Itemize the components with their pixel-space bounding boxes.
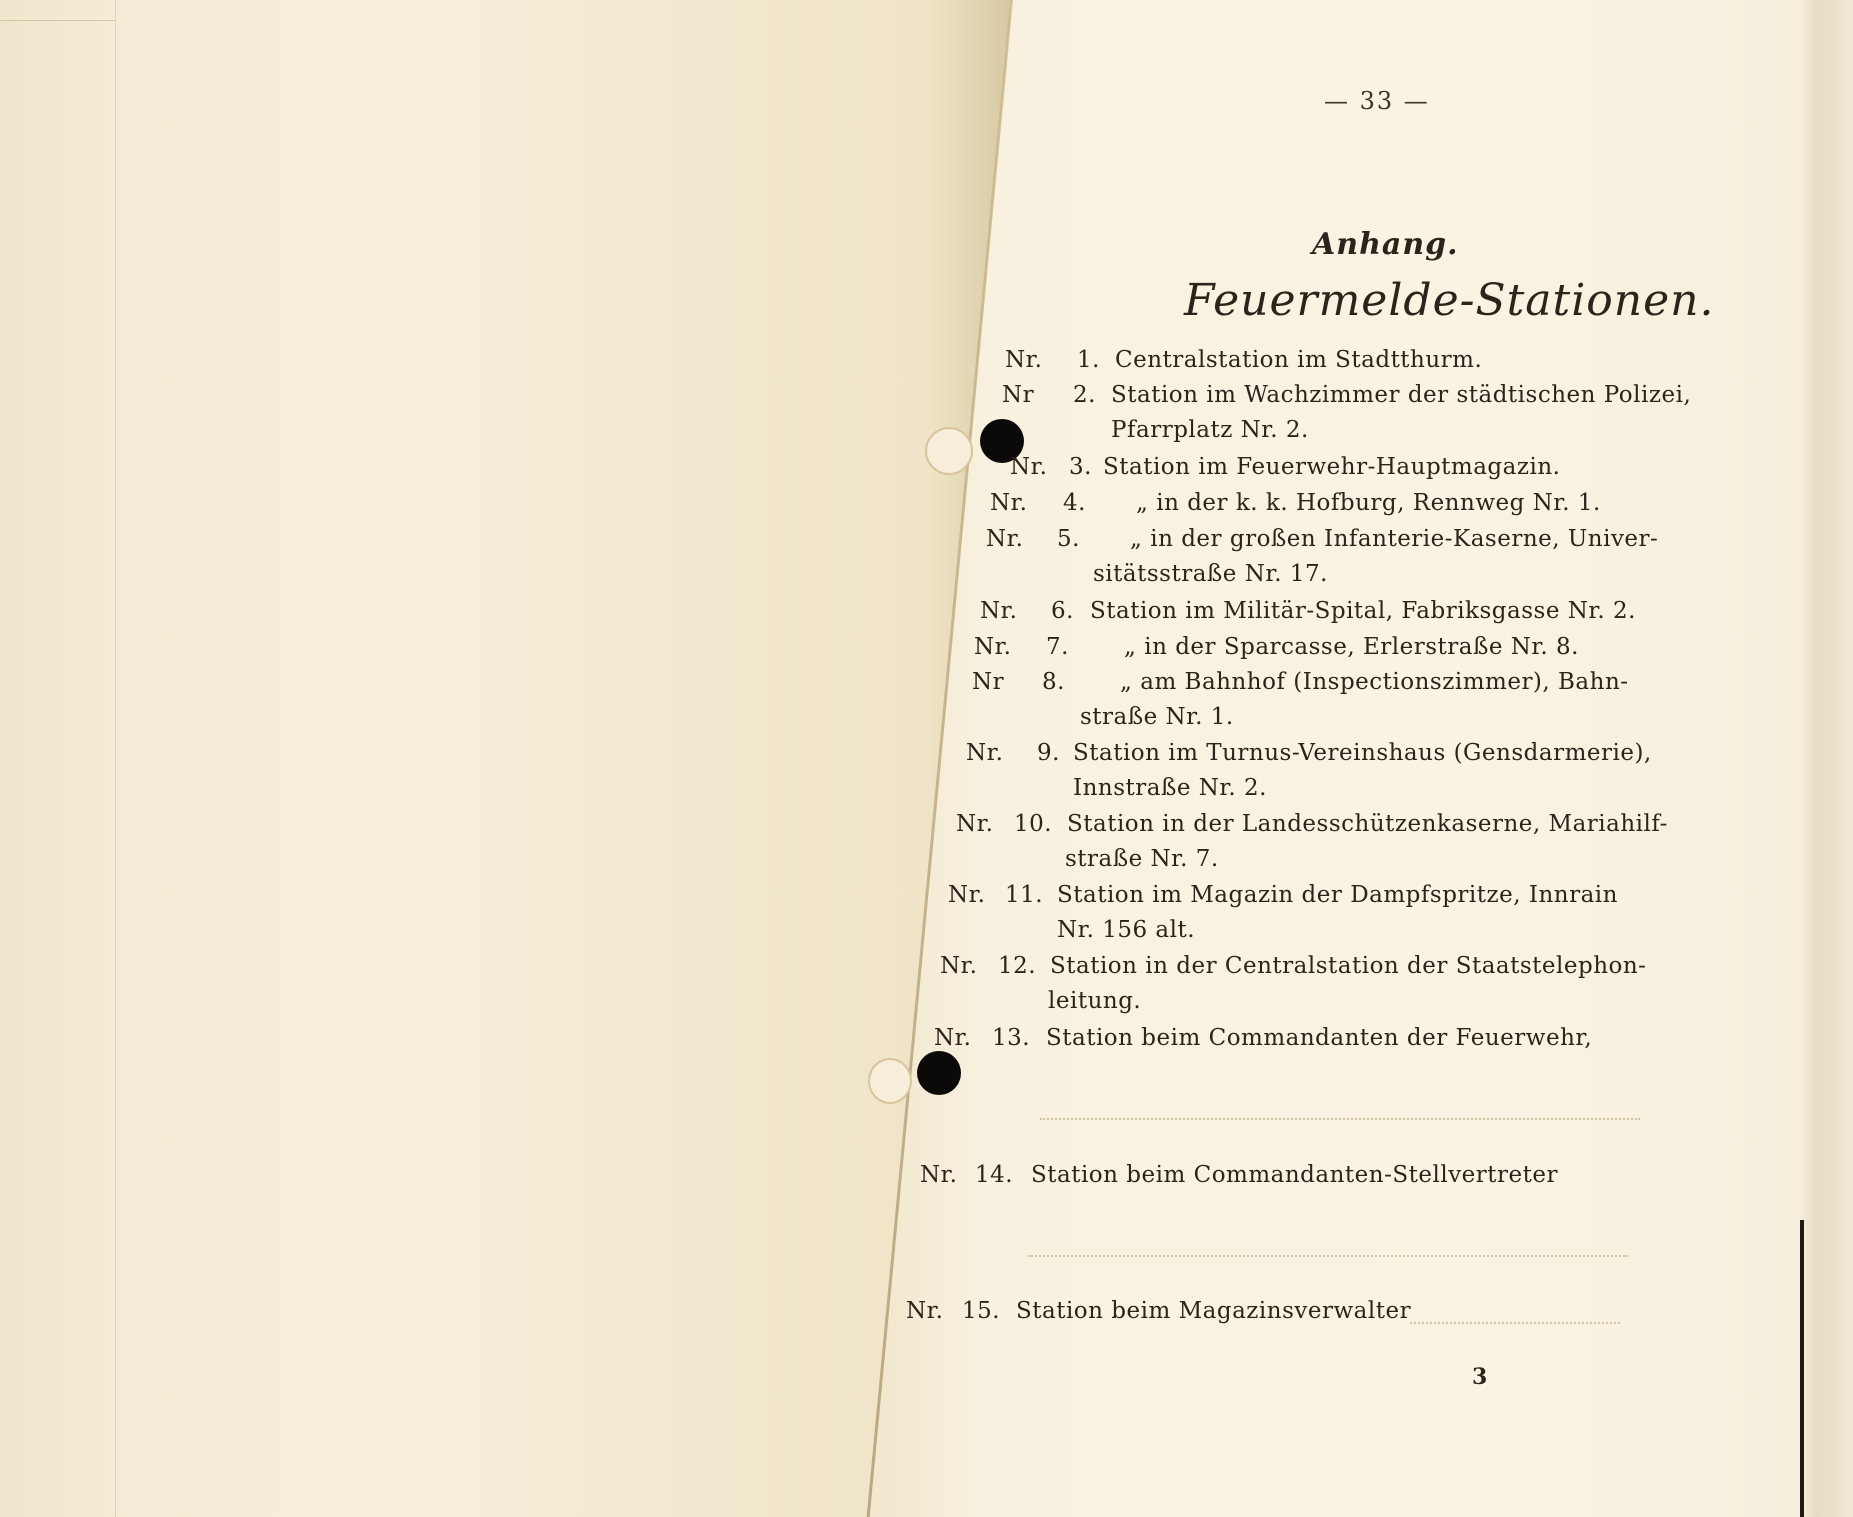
entry-text: „ in der großen Infanterie-Kaserne, Univer- bbox=[1130, 526, 1659, 552]
entry-nr: Nr bbox=[1002, 382, 1035, 408]
entry-text: Station im Turnus-Vereinshaus (Gensdarmerie), bbox=[1073, 740, 1652, 766]
entry-text: Station beim Commandanten der Feuerwehr, bbox=[1046, 1025, 1593, 1051]
entry-text-continued: leitung. bbox=[1048, 988, 1142, 1014]
entry-number: 1. bbox=[1077, 347, 1100, 373]
entry-nr: Nr bbox=[972, 669, 1005, 695]
signature-mark: 3 bbox=[1472, 1364, 1488, 1390]
entry-number: 4. bbox=[1063, 490, 1086, 516]
entry-text: Centralstation im Stadtthurm. bbox=[1115, 347, 1483, 373]
page-title: Feuermelde-Stationen. bbox=[1184, 275, 1715, 326]
entry-fill-line bbox=[1040, 1118, 1640, 1120]
entry-nr: Nr. bbox=[980, 598, 1018, 624]
entry-nr: Nr. bbox=[934, 1025, 972, 1051]
entry-text-continued: straße Nr. 7. bbox=[1065, 846, 1219, 872]
right-edge-dark-line bbox=[1800, 1220, 1804, 1517]
entry-text: Station im Militär-Spital, Fabriksgasse Nr. 2. bbox=[1090, 598, 1636, 624]
entry-number: 7. bbox=[1046, 634, 1069, 660]
entry-text: Station in der Centralstation der Staatstelephon- bbox=[1050, 953, 1647, 979]
entry-nr: Nr. bbox=[990, 490, 1028, 516]
entry-text-continued: Nr. 156 alt. bbox=[1057, 917, 1196, 943]
entry-number: 8. bbox=[1042, 669, 1065, 695]
entry-number: 13. bbox=[992, 1025, 1031, 1051]
entry-number: 15. bbox=[962, 1298, 1001, 1324]
entry-number: 3. bbox=[1069, 454, 1092, 480]
entry-nr: Nr. bbox=[1010, 454, 1048, 480]
entry-text: Station beim Commandanten-Stellvertreter bbox=[1031, 1162, 1558, 1188]
left-page-top-edge bbox=[0, 0, 115, 21]
entry-number: 5. bbox=[1057, 526, 1080, 552]
entry-number: 11. bbox=[1005, 882, 1044, 908]
entry-nr: Nr. bbox=[948, 882, 986, 908]
entry-fill-line bbox=[1028, 1255, 1628, 1257]
entry-text: Station im Feuerwehr-Hauptmagazin. bbox=[1103, 454, 1561, 480]
entry-text-continued: Pfarrplatz Nr. 2. bbox=[1111, 417, 1309, 443]
entry-text-continued: sitätsstraße Nr. 17. bbox=[1093, 561, 1328, 587]
entry-text: „ in der k. k. Hofburg, Rennweg Nr. 1. bbox=[1136, 490, 1601, 516]
entry-number: 12. bbox=[998, 953, 1037, 979]
entry-number: 10. bbox=[1014, 811, 1053, 837]
page-number: — 33 — bbox=[1324, 87, 1430, 115]
entry-text: Station im Wachzimmer der städtischen Polizei, bbox=[1111, 382, 1692, 408]
left-page-edge bbox=[0, 0, 116, 1517]
entry-nr: Nr. bbox=[986, 526, 1024, 552]
entry-text: Station beim Magazinsverwalter bbox=[1016, 1298, 1412, 1324]
entry-number: 6. bbox=[1051, 598, 1074, 624]
entry-nr: Nr. bbox=[974, 634, 1012, 660]
entry-text: Station im Magazin der Dampfspritze, Innrain bbox=[1057, 882, 1618, 908]
entry-text: „ am Bahnhof (Inspectionszimmer), Bahn- bbox=[1120, 669, 1629, 695]
entry-number: 9. bbox=[1037, 740, 1060, 766]
entry-nr: Nr. bbox=[940, 953, 978, 979]
entry-number: 2. bbox=[1073, 382, 1096, 408]
entry-nr: Nr. bbox=[966, 740, 1004, 766]
entry-nr: Nr. bbox=[956, 811, 994, 837]
entry-text: Station in der Landesschützenkaserne, Mariahilf- bbox=[1067, 811, 1668, 837]
section-heading: Anhang. bbox=[1312, 227, 1459, 262]
entry-fill-line bbox=[1410, 1322, 1620, 1324]
entry-nr: Nr. bbox=[1005, 347, 1043, 373]
entry-text-continued: Innstraße Nr. 2. bbox=[1073, 775, 1267, 801]
entry-number: 14. bbox=[975, 1162, 1014, 1188]
right-page-edge bbox=[1800, 0, 1853, 1517]
entry-text: „ in der Sparcasse, Erlerstraße Nr. 8. bbox=[1124, 634, 1579, 660]
binding-hole-shadow-lower bbox=[868, 1058, 912, 1104]
entry-nr: Nr. bbox=[906, 1298, 944, 1324]
binding-hole-lower bbox=[917, 1051, 961, 1095]
entry-text-continued: straße Nr. 1. bbox=[1080, 704, 1234, 730]
binding-hole-shadow-upper bbox=[925, 427, 973, 475]
entry-nr: Nr. bbox=[920, 1162, 958, 1188]
